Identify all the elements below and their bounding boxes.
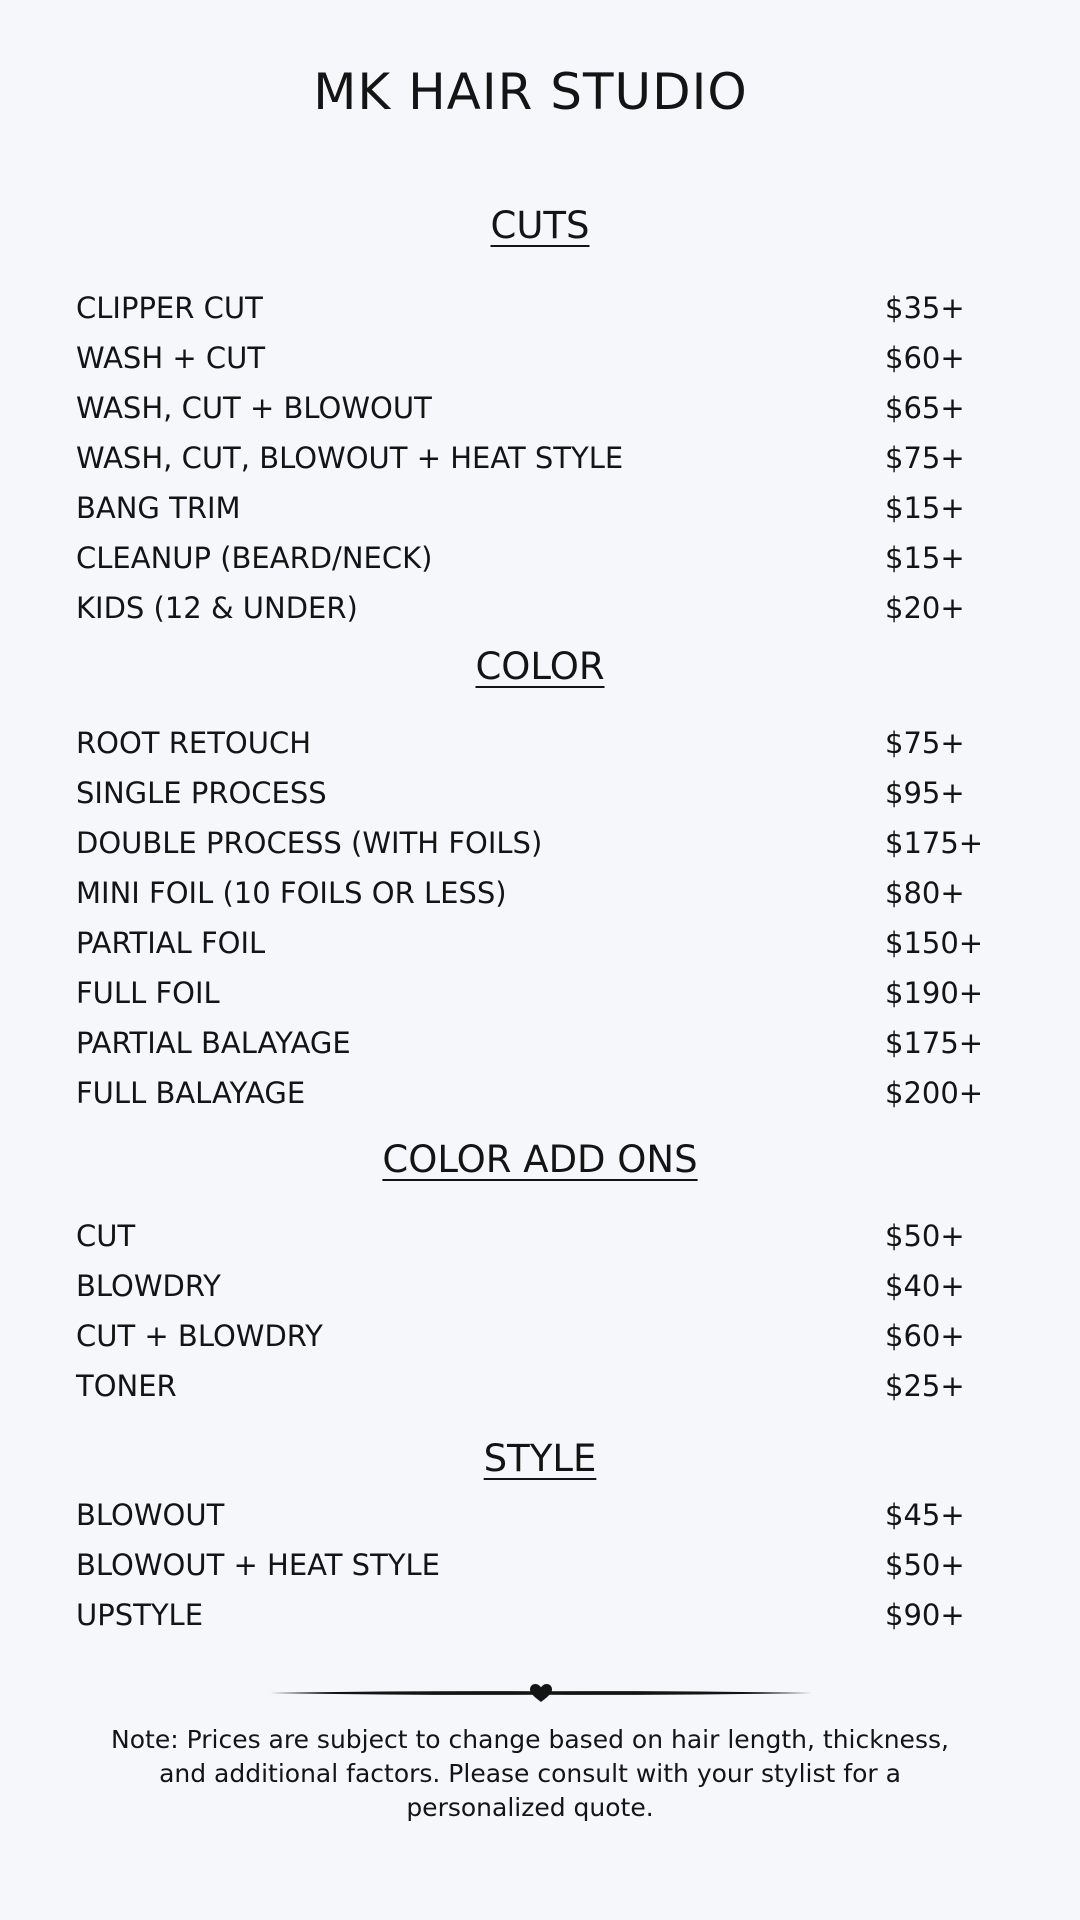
service-row	[76, 433, 1016, 483]
service-name: PARTIAL BALAYAGE	[76, 1026, 351, 1060]
service-row	[76, 968, 1016, 1018]
service-row	[76, 918, 1016, 968]
service-price: $50+	[885, 1548, 965, 1582]
service-price: $50+	[885, 1219, 965, 1253]
service-name: BANG TRIM	[76, 491, 241, 525]
service-price: $65+	[885, 391, 965, 425]
service-price: $15+	[885, 491, 965, 525]
service-list-color	[76, 718, 1016, 1118]
service-price: $90+	[885, 1598, 965, 1632]
service-name: WASH + CUT	[76, 341, 266, 375]
service-name: FULL FOIL	[76, 976, 220, 1010]
service-row	[76, 1590, 1016, 1640]
pricing-note: Note: Prices are subject to change based on hair length, thickness, and additional factors. Please consult with your stylist for a personalized quote.	[111, 1725, 949, 1822]
heart-divider	[270, 1683, 812, 1703]
service-row	[76, 583, 1016, 633]
service-price: $190+	[885, 976, 984, 1010]
service-price: $60+	[885, 1319, 965, 1353]
service-price: $200+	[885, 1076, 984, 1110]
service-name: WASH, CUT, BLOWOUT + HEAT STYLE	[76, 441, 624, 475]
section-heading-color: COLOR	[475, 645, 605, 688]
service-name: PARTIAL FOIL	[76, 926, 266, 960]
service-price: $20+	[885, 591, 965, 625]
service-row	[76, 1261, 1016, 1311]
service-name: CUT	[76, 1219, 136, 1253]
service-name: DOUBLE PROCESS (WITH FOILS)	[76, 826, 543, 860]
heart-icon	[530, 1684, 552, 1702]
service-row	[76, 818, 1016, 868]
service-list-cuts	[76, 283, 1016, 633]
service-row	[76, 1311, 1016, 1361]
service-row	[76, 383, 1016, 433]
service-price: $25+	[885, 1369, 965, 1403]
service-price: $95+	[885, 776, 965, 810]
service-row	[76, 533, 1016, 583]
service-price: $175+	[885, 826, 984, 860]
service-list-color-add-ons	[76, 1211, 1016, 1411]
page-title: MK HAIR STUDIO	[313, 63, 748, 121]
service-row	[76, 283, 1016, 333]
service-name: UPSTYLE	[76, 1598, 204, 1632]
service-price: $15+	[885, 541, 965, 575]
service-name: FULL BALAYAGE	[76, 1076, 306, 1110]
service-row	[76, 1361, 1016, 1411]
service-price: $150+	[885, 926, 984, 960]
service-row	[76, 1540, 1016, 1590]
service-price: $175+	[885, 1026, 984, 1060]
service-name: BLOWOUT + HEAT STYLE	[76, 1548, 440, 1582]
service-name: BLOWOUT	[76, 1498, 225, 1532]
service-name: SINGLE PROCESS	[76, 776, 327, 810]
service-name: ROOT RETOUCH	[76, 726, 312, 760]
service-price: $75+	[885, 726, 965, 760]
section-heading-color-add-ons: COLOR ADD ONS	[382, 1138, 698, 1181]
section-heading-style: STYLE	[483, 1437, 597, 1480]
service-name: CLEANUP (BEARD/NECK)	[76, 541, 433, 575]
service-name: CLIPPER CUT	[76, 291, 263, 325]
service-row	[76, 768, 1016, 818]
service-row	[76, 1018, 1016, 1068]
service-name: KIDS (12 & UNDER)	[76, 591, 358, 625]
service-row	[76, 333, 1016, 383]
service-list-style	[76, 1490, 1016, 1640]
service-price: $35+	[885, 291, 965, 325]
service-name: BLOWDRY	[76, 1269, 221, 1303]
service-name: WASH, CUT + BLOWOUT	[76, 391, 432, 425]
service-row	[76, 1068, 1016, 1118]
service-row	[76, 718, 1016, 768]
service-price: $75+	[885, 441, 965, 475]
service-row	[76, 868, 1016, 918]
service-price: $80+	[885, 876, 965, 910]
service-row	[76, 1211, 1016, 1261]
service-row	[76, 483, 1016, 533]
service-price: $40+	[885, 1269, 965, 1303]
service-price: $45+	[885, 1498, 965, 1532]
service-row	[76, 1490, 1016, 1540]
service-name: TONER	[76, 1369, 177, 1403]
service-name: CUT + BLOWDRY	[76, 1319, 323, 1353]
service-name: MINI FOIL (10 FOILS OR LESS)	[76, 876, 507, 910]
section-heading-cuts: CUTS	[490, 204, 590, 247]
service-price: $60+	[885, 341, 965, 375]
